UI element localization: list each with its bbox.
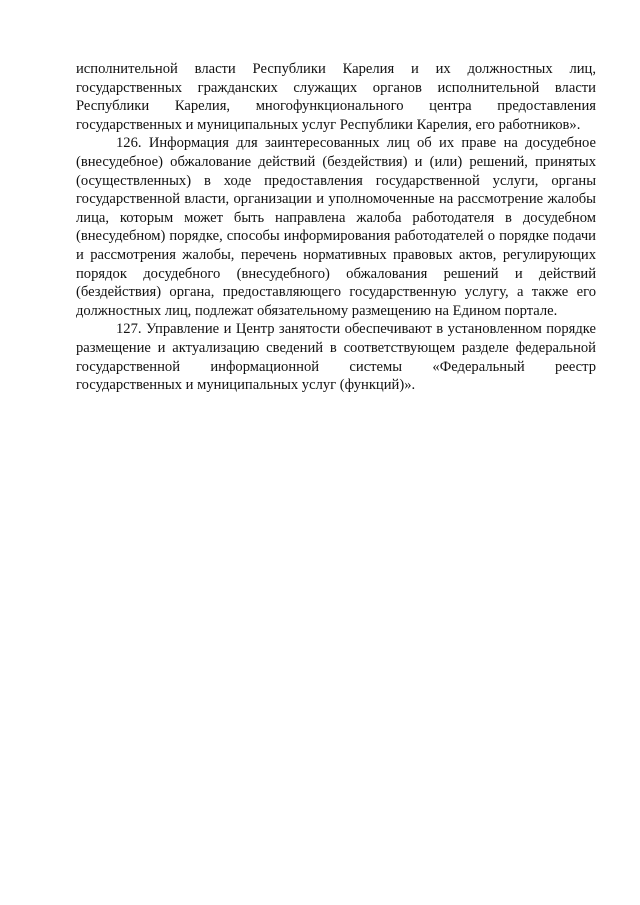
- paragraph-continuation: исполнительной власти Республики Карелия и их должностных лиц, государственных гражданских служащих органов исполнительной власти Республики Карелия, многофункционального центра предоставления государственных и муниципальных услуг Республики Карелия, его работников».: [76, 61, 596, 133]
- document-body: [76, 60, 596, 395]
- paragraph-126: 126. Информация для заинтересованных лиц об их праве на досудебное (внесудебное) обжалование действий (бездействия) и (или) решений, принятых (осуществленных) в ходе предоставления государственной услуги, органы государственной власти, организации и уполномоченные на рассмотрение жалобы лица, которым может быть направлена жалоба работодателя в досудебном (внесудебном) порядке, способы информирования работодателей о порядке подачи и рассмотрения жалобы, перечень нормативных правовых актов, регулирующих порядок досудебного (внесудебного) обжалования решений и действий (бездействия) органа, предоставляющего государственную услугу, а также его должностных лиц, подлежат обязательному размещению на Едином портале.: [76, 135, 596, 319]
- paragraph-127: 127. Управление и Центр занятости обеспечивают в установленном порядке размещение и актуализацию сведений в соответствующем разделе федеральной государственной информационной системы «Федеральный реестр государственных и муниципальных услуг (функций)».: [76, 321, 596, 394]
